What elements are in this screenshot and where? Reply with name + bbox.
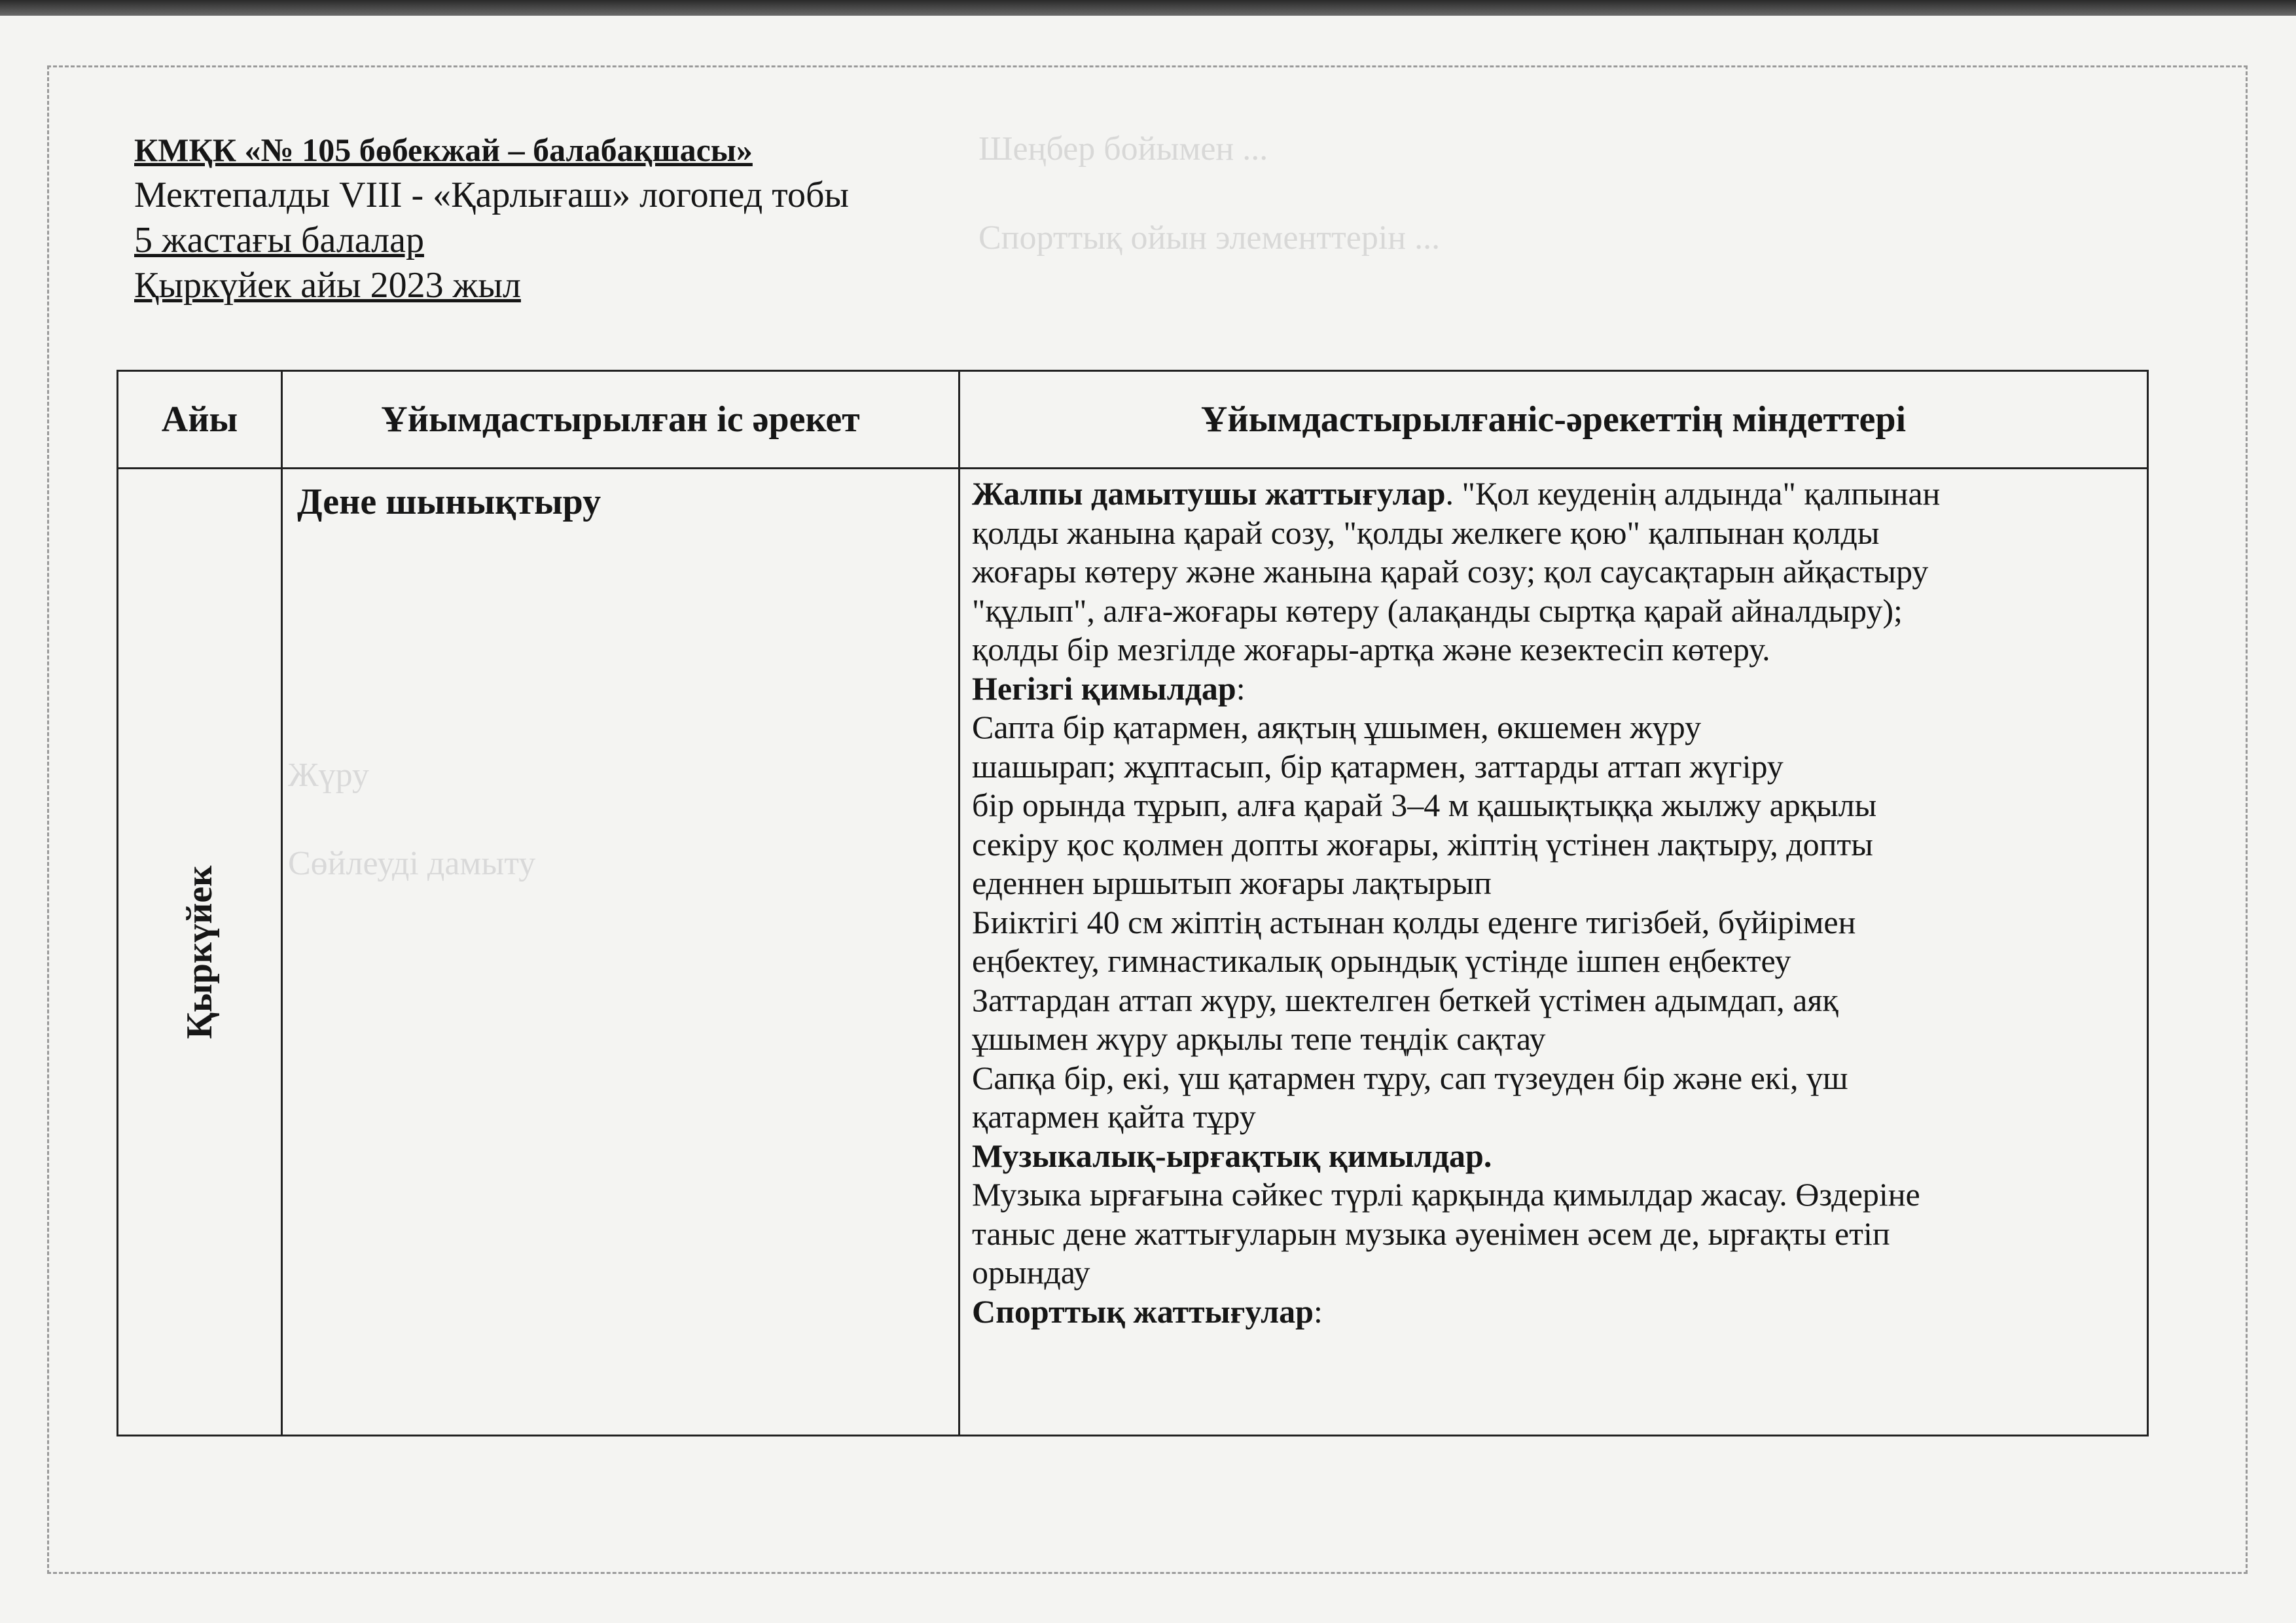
task-line: Биіктігі 40 см жіптің астынан қолды еденге тигізбей, бүйірімен [972, 903, 1856, 940]
task-line: бір орында тұрып, алға қарай 3–4 м қашықтыққа жылжу арқылы [972, 787, 1877, 823]
month-cell [118, 469, 282, 1436]
task-line: қатармен қайта тұру [972, 1098, 1256, 1135]
task-line: ұшымен жүру арқылы тепе теңдік сақтау [972, 1020, 1546, 1057]
task-line: Сапқа бір, екі, үш қатармен тұру, сап түзеуден бір және екі, үш [972, 1059, 1848, 1096]
task-line: жоғары көтеру және жанына қарай созу; қол саусақтарын айқастыру [972, 553, 1929, 590]
task-line: "құлып", алға-жоғары көтеру (алақанды сыртқа қарай айналдыру); [972, 592, 1903, 629]
task-line: еденнен ыршытып жоғары лақтырып [972, 865, 1492, 901]
task-text: . "Қол кеуденің алдында" қалпынан [1445, 475, 1941, 512]
period: Қыркүйек айы 2023 жыл [134, 265, 521, 306]
music-movements-title: Музыкалық-ырғақтық қимылдар. [972, 1137, 1492, 1174]
colon: : [1313, 1293, 1323, 1330]
task-line: Музыка ырғағына сәйкес түрлі қарқында қимылдар жасау. Өздеріне [972, 1176, 1920, 1213]
task-line: шашырап; жұптасып, бір қатармен, заттарды аттап жүгіру [972, 747, 1784, 785]
scan-top-edge [0, 0, 2296, 16]
task-line [972, 474, 2139, 514]
task-line: таныс дене жаттығуларын музыка әуенімен әсем де, ырғақты етіп [972, 1215, 1890, 1252]
tasks-cell [960, 469, 2148, 1436]
general-exercises-title: Жалпы дамытушы жаттығулар [972, 475, 1446, 512]
task-line: қолды бір мезгілде жоғары-артқа және кезектесіп көтеру. [972, 631, 1770, 668]
activity-cell [282, 469, 960, 1436]
basic-movements-title: Негізгі қимылдар [972, 669, 1236, 707]
column-header-activity: Ұйымдастырылған іс әрекет [282, 371, 960, 469]
colon: : [1236, 669, 1246, 707]
table-header-row [118, 371, 2148, 469]
bleed-line: Сөйлеуді дамыту [288, 845, 536, 882]
bleed-line: Шеңбер бойымен ... [978, 130, 1268, 168]
task-line: секіру қос қолмен допты жоғары, жіптің үстінен лақтыру, допты [972, 825, 1873, 863]
sport-exercises-title: Спорттық жаттығулар [972, 1293, 1314, 1330]
task-line: Сапта бір қатармен, аяқтың ұшымен, өкшемен жүру [972, 709, 1702, 745]
task-line [972, 669, 2139, 709]
age-group: 5 жастағы балалар [134, 220, 424, 260]
task-line [972, 1293, 2139, 1332]
month-label: Қыркүйек [179, 865, 220, 1039]
task-line: еңбектеу, гимнастикалық орындық үстінде ішпен еңбектеу [972, 942, 1791, 979]
table-row [118, 469, 2148, 1436]
task-line: орындау [972, 1254, 1090, 1291]
task-line: қолды жанына қарай созу, "қолды желкеге қою" қалпынан қолды [972, 514, 1880, 551]
column-header-month: Айы [118, 371, 282, 469]
column-header-tasks: Ұйымдастырылғаніс-әрекеттің міндеттері [960, 371, 2148, 469]
bleed-line: Спорттық ойын элементтерін ... [978, 219, 1441, 257]
bleed-line: Жүру [288, 757, 369, 794]
document-header [134, 128, 849, 309]
organization-name: КМҚК «№ 105 бөбекжай – балабақшасы» [134, 132, 753, 168]
bleed-through-text [978, 128, 2130, 260]
plan-table [117, 370, 2149, 1436]
activity-label: Дене шынықтыру [297, 482, 601, 522]
group-name: Мектепалды VIII - «Қарлығаш» логопед тобы [134, 175, 850, 215]
task-line: Заттардан аттап жүру, шектелген беткей үстімен адымдап, аяқ [972, 981, 1839, 1018]
